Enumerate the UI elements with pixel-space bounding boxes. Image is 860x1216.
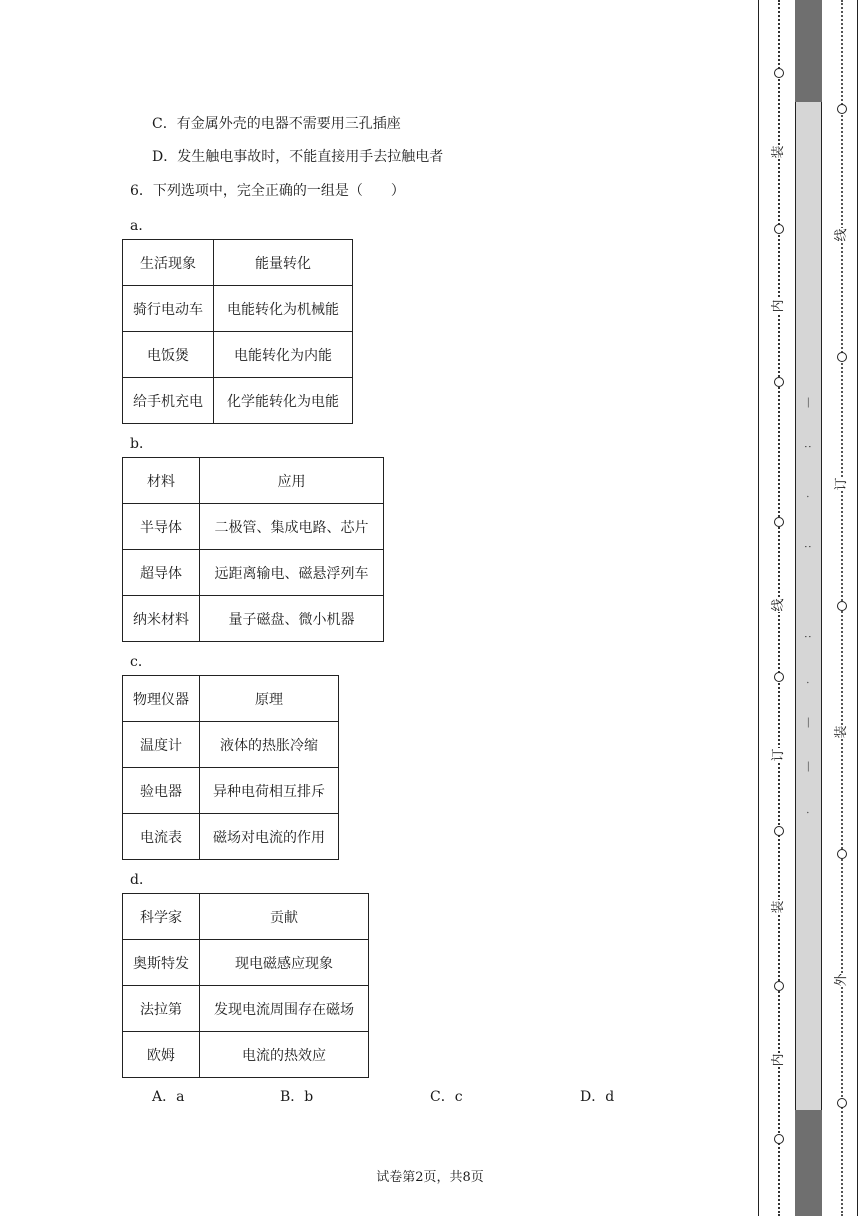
table-row: [123, 722, 339, 768]
binding-hole-circle: [774, 672, 784, 682]
strip-dot-mark: ∶: [801, 445, 815, 448]
table-cell: 电流表: [123, 814, 200, 860]
table-header-cell: 能量转化: [214, 240, 353, 286]
table-row: [123, 940, 369, 986]
table-header-cell: 贡献: [200, 894, 369, 940]
binding-hole-circle: [774, 1134, 784, 1144]
binding-mark-char: 内: [771, 1053, 786, 1067]
binding-mark-char: 线: [771, 598, 786, 612]
table-row: [123, 1032, 369, 1078]
table-row: [123, 768, 339, 814]
table-header-cell: 生活现象: [123, 240, 214, 286]
table-cell: 量子磁盘、微小机器: [200, 596, 384, 642]
strip-dash-mark: —: [801, 761, 815, 772]
table-cell: 验电器: [123, 768, 200, 814]
table-a: [122, 239, 353, 424]
table-row: [123, 332, 353, 378]
binding-hole-circle: [774, 377, 784, 387]
strip-dash-mark: —: [801, 397, 815, 408]
table-row: [123, 814, 339, 860]
table-header-cell: 科学家: [123, 894, 200, 940]
table-cell: 纳米材料: [123, 596, 200, 642]
table-cell: 异种电荷相互排斥: [200, 768, 339, 814]
table-row: [123, 550, 384, 596]
table-cell: 欧姆: [123, 1032, 200, 1078]
group-a-label: a．: [130, 218, 153, 234]
choice-c: C．c: [430, 1089, 463, 1105]
table-cell: 磁场对电流的作用: [200, 814, 339, 860]
binding-hole-circle: [774, 517, 784, 527]
table-cell: 电能转化为机械能: [214, 286, 353, 332]
table-row: [123, 286, 353, 332]
binding-mark-char: 线: [834, 228, 849, 242]
table-row: [123, 676, 339, 722]
table-cell: 电能转化为内能: [214, 332, 353, 378]
binding-mark-char: 装: [771, 145, 786, 159]
strip-dot-mark: ·: [801, 680, 815, 685]
binding-strip-dark-bottom: [795, 1110, 822, 1216]
binding-mark-char: 订: [771, 748, 786, 762]
choice-a: A．a: [152, 1089, 185, 1105]
binding-strip: [795, 0, 822, 1216]
table-row: [123, 894, 369, 940]
table-header-cell: 应用: [200, 458, 384, 504]
page-edge-line: [857, 0, 858, 1216]
binding-hole-circle: [774, 224, 784, 234]
table-cell: 温度计: [123, 722, 200, 768]
table-header-cell: 物理仪器: [123, 676, 200, 722]
page-footer: 试卷第2页，共8页: [376, 1170, 484, 1185]
table-c: [122, 675, 339, 860]
binding-mark-char: 外: [834, 973, 849, 987]
binding-mark-char: 内: [771, 299, 786, 313]
group-b-label: b．: [130, 436, 153, 452]
table-row: [123, 986, 369, 1032]
table-cell: 现电磁感应现象: [200, 940, 369, 986]
table-row: [123, 504, 384, 550]
table-b: [122, 457, 384, 642]
table-cell: 电饭煲: [123, 332, 214, 378]
table-cell: 远距离输电、磁悬浮列车: [200, 550, 384, 596]
table-header-cell: 材料: [123, 458, 200, 504]
choice-d: D．d: [580, 1089, 615, 1105]
strip-dot-mark: ·: [801, 494, 815, 499]
table-row: [123, 378, 353, 424]
table-row: [123, 240, 353, 286]
table-cell: 奥斯特发: [123, 940, 200, 986]
question-6-stem: 6．下列选项中，完全正确的一组是（ ）: [130, 183, 405, 199]
strip-dot-mark: ·: [801, 810, 815, 815]
table-cell: 化学能转化为电能: [214, 378, 353, 424]
binding-border-line: [758, 0, 759, 1216]
table-cell: 半导体: [123, 504, 200, 550]
table-cell: 二极管、集成电路、芯片: [200, 504, 384, 550]
choice-b: B．b: [280, 1089, 314, 1105]
strip-dot-mark: ∶: [801, 545, 815, 548]
table-cell: 法拉第: [123, 986, 200, 1032]
binding-mark-char: 订: [834, 477, 849, 491]
strip-dot-mark: ∶: [801, 635, 815, 638]
table-cell: 液体的热胀冷缩: [200, 722, 339, 768]
binding-hole-circle: [837, 104, 847, 114]
binding-hole-circle: [837, 1098, 847, 1108]
table-cell: 骑行电动车: [123, 286, 214, 332]
table-header-cell: 原理: [200, 676, 339, 722]
table-cell: 超导体: [123, 550, 200, 596]
strip-dash-mark: —: [801, 717, 815, 728]
table-row: [123, 458, 384, 504]
option-c-text: C．有金属外壳的电器不需要用三孔插座: [152, 116, 401, 132]
group-d-label: d．: [130, 872, 153, 888]
binding-mark-char: 装: [771, 900, 786, 914]
binding-hole-circle: [837, 352, 847, 362]
table-cell: 给手机充电: [123, 378, 214, 424]
binding-hole-circle: [774, 981, 784, 991]
option-d-text: D．发生触电事故时，不能直接用手去拉触电者: [152, 149, 444, 165]
table-cell: 电流的热效应: [200, 1032, 369, 1078]
table-row: [123, 596, 384, 642]
binding-hole-circle: [837, 849, 847, 859]
binding-mark-char: 装: [834, 725, 849, 739]
group-c-label: c．: [130, 654, 152, 670]
binding-hole-circle: [774, 68, 784, 78]
binding-hole-circle: [837, 601, 847, 611]
binding-hole-circle: [774, 826, 784, 836]
table-cell: 发现电流周围存在磁场: [200, 986, 369, 1032]
binding-strip-dark-top: [795, 0, 822, 102]
table-d: [122, 893, 369, 1078]
